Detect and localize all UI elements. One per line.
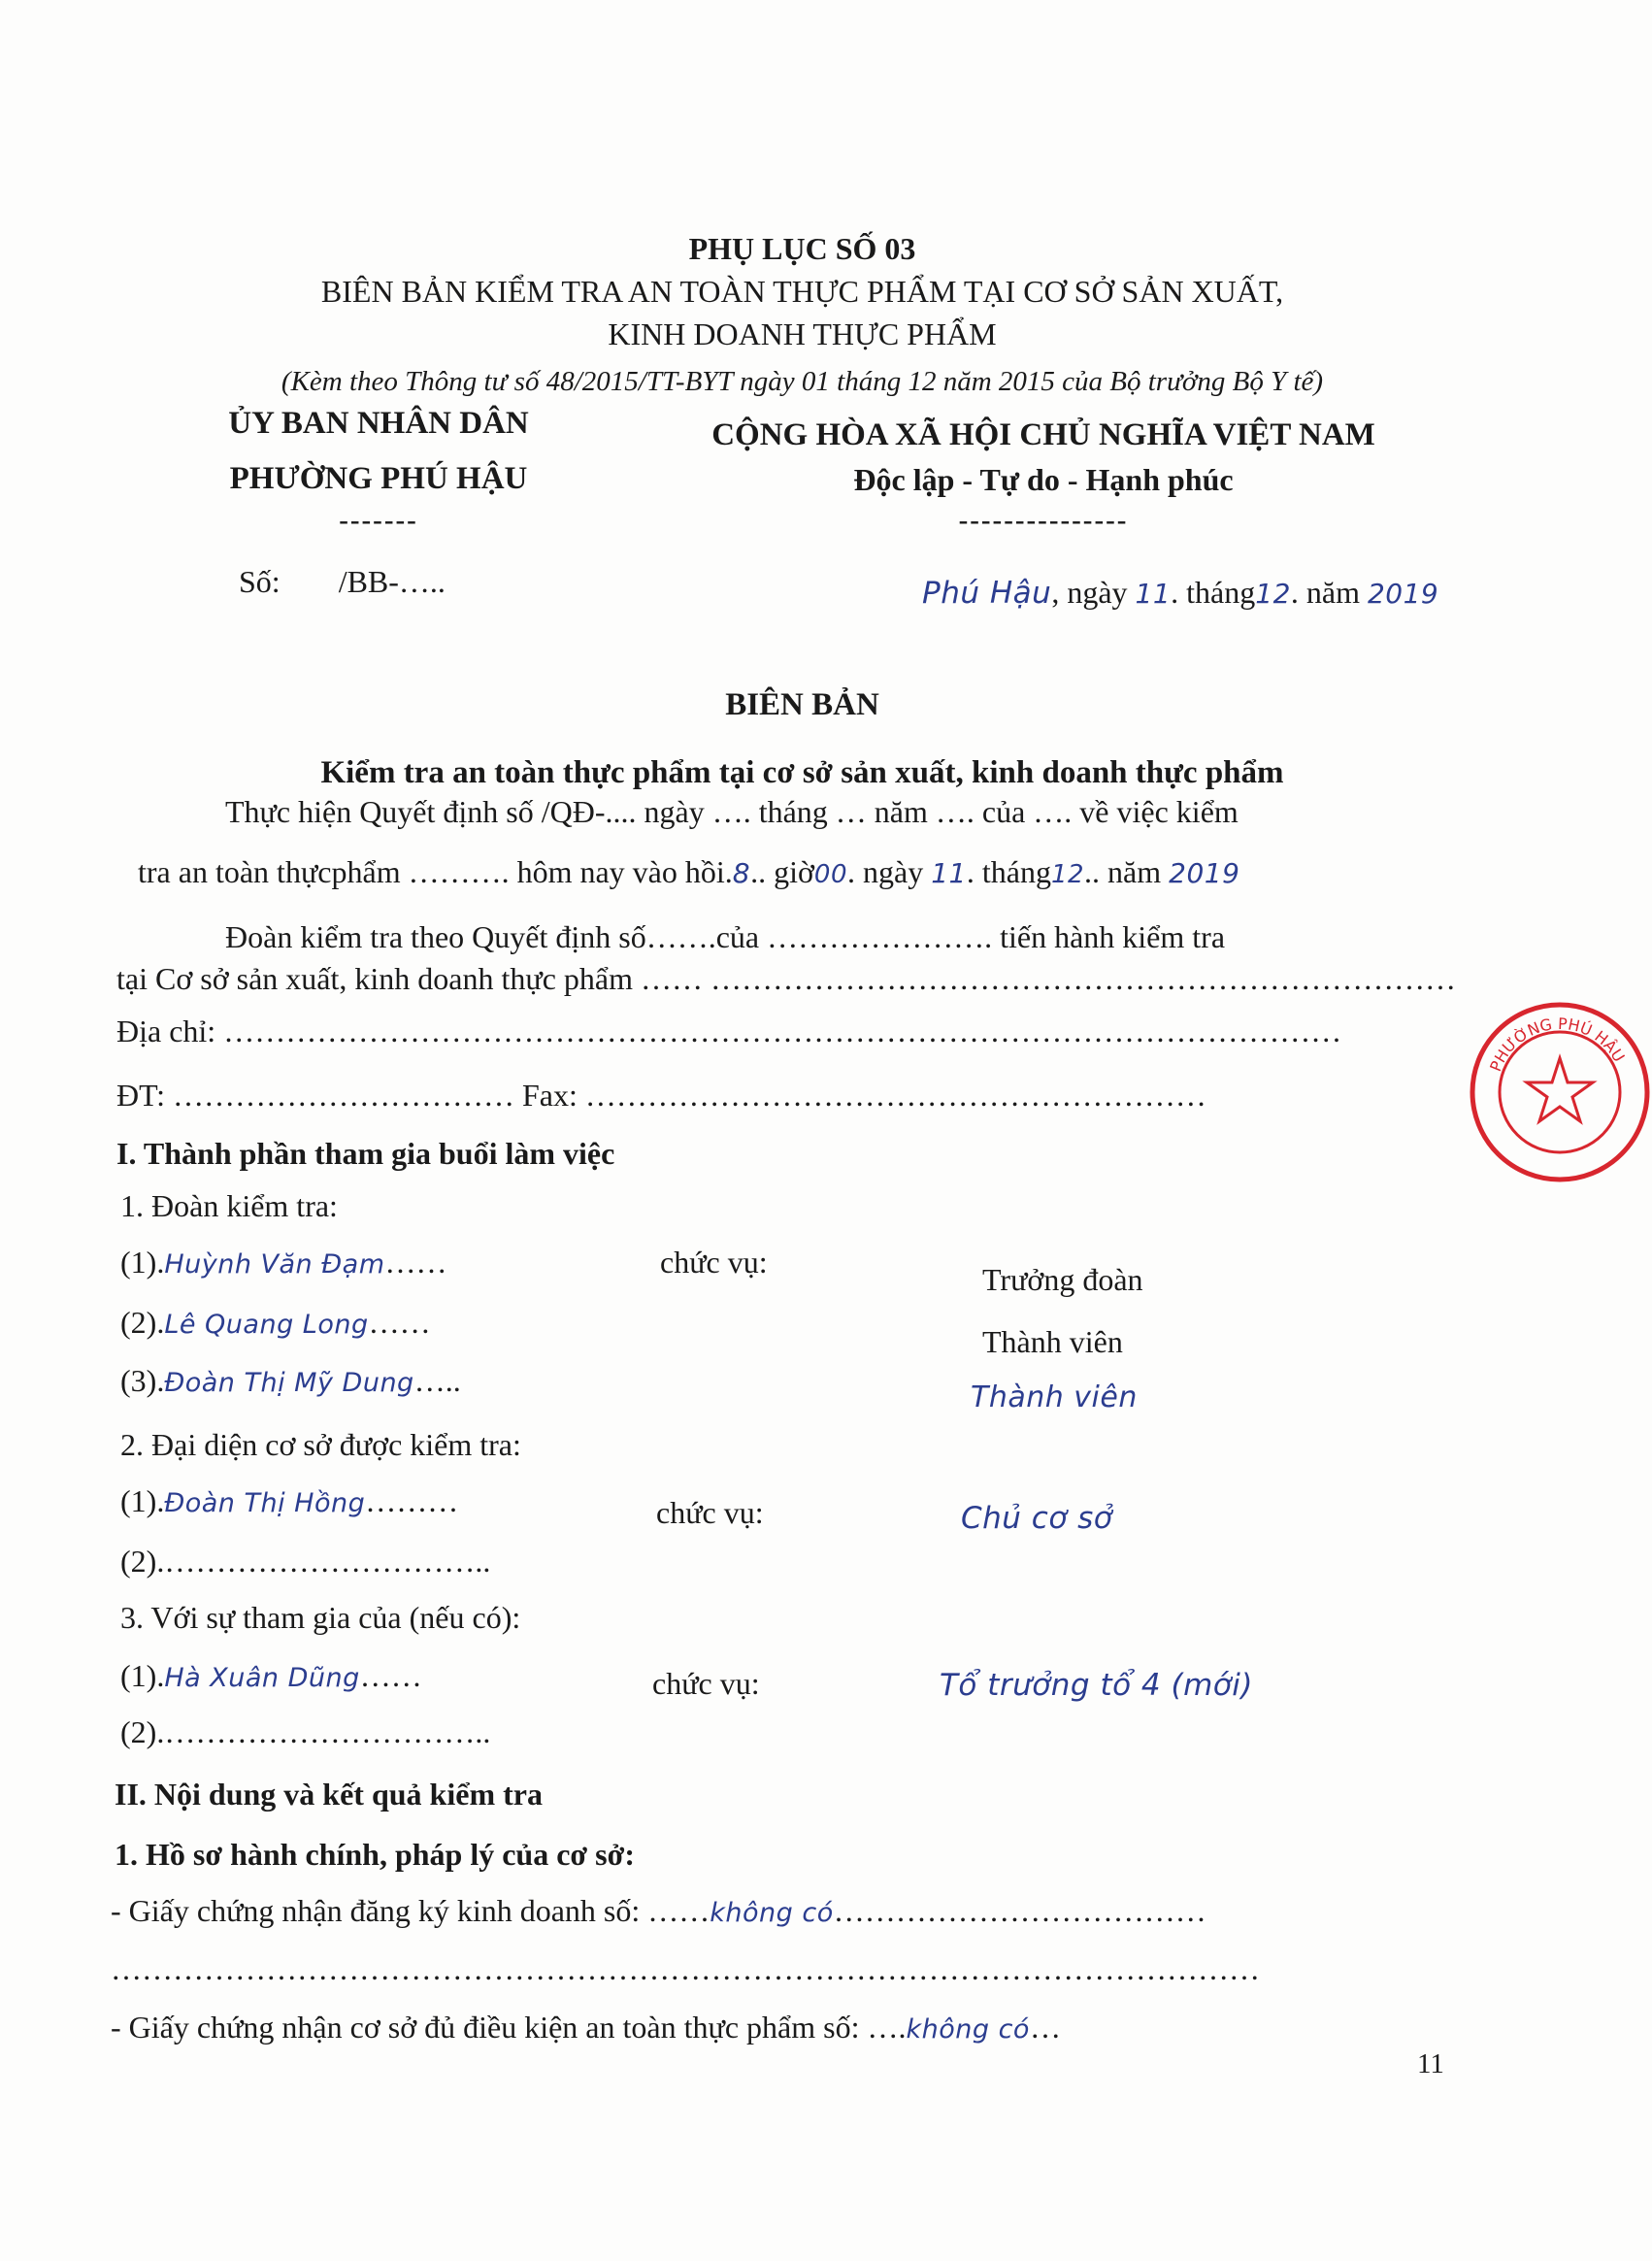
date-day-label: , ngày xyxy=(1051,575,1136,610)
rep-dots: ……… xyxy=(365,1483,459,1518)
document-title: BIÊN BẢN xyxy=(725,687,879,722)
title-line2: KINH DOANH THỰC PHẨM xyxy=(608,316,997,351)
member-name-handwritten: Lê Quang Long xyxy=(164,1310,369,1340)
title-line1: BIÊN BẢN KIỂM TRA AN TOÀN THỰC PHẨM TẠI CƠ SỞ SẢN XUẤT, xyxy=(320,274,1284,309)
nation-motto: Độc lập - Tự do - Hạnh phúc xyxy=(853,462,1234,497)
team-member-3 xyxy=(120,1363,461,1399)
seal-text: PHƯỜNG PHÚ HẬU xyxy=(1486,1014,1629,1075)
number-label: Số: xyxy=(239,564,281,599)
other-label: 3. Với sự tham gia của (nếu có): xyxy=(120,1600,521,1635)
section1-heading: I. Thành phần tham gia buổi làm việc xyxy=(116,1136,615,1171)
other-role-handwritten: Tổ trưởng tổ 4 (mới) xyxy=(940,1668,1253,1703)
org-divider: ------- xyxy=(339,505,418,536)
food-safety-cert-label: - Giấy chứng nhận cơ sở đủ điều kiện an toàn thực phẩm số: …. xyxy=(111,2010,907,2045)
other-name-handwritten: Hà Xuân Dũng xyxy=(164,1663,360,1693)
org-line1: ỦY BAN NHÂN DÂN xyxy=(228,406,529,441)
intro-line2-d: . tháng xyxy=(966,854,1051,889)
member-index: (1). xyxy=(120,1245,165,1280)
other-1 xyxy=(120,1658,422,1694)
member-role: Thành viên xyxy=(982,1324,1123,1359)
member-role-handwritten: Thành viên xyxy=(971,1380,1138,1414)
address-line: Địa chỉ: ……………………………………………………………………………………………… xyxy=(116,1014,1342,1048)
role-label: chức vụ: xyxy=(656,1495,764,1530)
blank-dots-line: ………………………………………………………………………………………………… xyxy=(111,1951,1260,1986)
business-registration-handwritten: không có xyxy=(710,1898,834,1928)
role-label: chức vụ: xyxy=(652,1666,760,1701)
member-index: (3). xyxy=(120,1363,165,1398)
minute-handwritten: 00 xyxy=(813,860,847,889)
rep-dots: ………………………….. xyxy=(164,1544,491,1579)
member-dots: …… xyxy=(368,1305,431,1340)
intro-line2-e: .. năm xyxy=(1084,854,1170,889)
official-seal-icon xyxy=(1468,1000,1652,1184)
date-day-handwritten: 11 xyxy=(1135,578,1172,610)
other-dots: ………………………….. xyxy=(164,1714,491,1749)
member-role: Trưởng đoàn xyxy=(982,1262,1143,1297)
member-index: (2). xyxy=(120,1305,165,1340)
inspect-day-handwritten: 11 xyxy=(931,857,967,889)
food-safety-cert-handwritten: không có xyxy=(906,2014,1030,2045)
rep-index: (1). xyxy=(120,1483,165,1518)
inspect-month-handwritten: 12 xyxy=(1050,860,1085,889)
rep-name-handwritten: Đoàn Thị Hồng xyxy=(164,1488,366,1518)
member-name-handwritten: Đoàn Thị Mỹ Dung xyxy=(164,1368,414,1398)
page-number: 11 xyxy=(1417,2048,1444,2079)
other-index: (1). xyxy=(120,1658,165,1693)
business-registration-line xyxy=(111,1893,1206,1929)
food-safety-cert-line xyxy=(111,2010,1061,2045)
role-label: chức vụ: xyxy=(660,1245,768,1280)
intro-line1: Thực hiện Quyết định số /QĐ-.... ngày …. tháng … năm …. của …. về việc kiểm xyxy=(225,794,1239,829)
intro-line2-a: tra an toàn thựcphẩm ………. hôm nay vào hồi. xyxy=(138,854,733,889)
team-member-1 xyxy=(120,1245,447,1280)
document-number xyxy=(239,564,446,600)
business-registration-dots: ……………………………… xyxy=(833,1893,1206,1928)
place-date-line xyxy=(922,575,1438,611)
hour-handwritten: 8 xyxy=(732,857,751,889)
rep-role-handwritten: Chủ cơ sở xyxy=(961,1501,1113,1536)
intro-line2-b: .. giờ xyxy=(750,854,814,889)
rep-index: (2). xyxy=(120,1544,165,1579)
nation-divider: --------------- xyxy=(958,505,1129,536)
other-2 xyxy=(120,1714,490,1750)
date-year-label: . năm xyxy=(1290,575,1368,610)
intro-line3: Đoàn kiểm tra theo Quyết định số…….của …………………. tiến hành kiểm tra xyxy=(225,919,1226,954)
other-index: (2). xyxy=(120,1714,165,1749)
business-registration-label: - Giấy chứng nhận đăng ký kinh doanh số: …… xyxy=(111,1893,710,1928)
member-dots: ….. xyxy=(413,1363,461,1398)
place-handwritten: Phú Hậu xyxy=(922,576,1052,611)
team-label: 1. Đoàn kiểm tra: xyxy=(120,1188,338,1223)
intro-line2-c: . ngày xyxy=(847,854,932,889)
member-name-handwritten: Huỳnh Văn Đạm xyxy=(164,1249,385,1280)
section2-sub1: 1. Hồ sơ hành chính, pháp lý của cơ sở: xyxy=(115,1837,635,1872)
org-line2: PHƯỜNG PHÚ HẬU xyxy=(229,461,528,496)
team-member-2 xyxy=(120,1305,431,1341)
nation-name: CỘNG HÒA XÃ HỘI CHỦ NGHĨA VIỆT NAM xyxy=(711,417,1375,452)
member-dots: …… xyxy=(384,1245,447,1280)
number-value: /BB-….. xyxy=(338,564,446,599)
rep-label: 2. Đại diện cơ sở được kiểm tra: xyxy=(120,1427,521,1462)
rep-2 xyxy=(120,1544,490,1579)
date-month-label: . tháng xyxy=(1171,575,1256,610)
regulation-reference: (Kèm theo Thông tư số 48/2015/TT-BYT ngày 01 tháng 12 năm 2015 của Bộ trưởng Bộ Y tế) xyxy=(281,366,1324,397)
appendix-label: PHỤ LỤC SỐ 03 xyxy=(688,231,916,266)
intro-line4: tại Cơ sở sản xuất, kinh doanh thực phẩm …… ……………………………………………………………… xyxy=(116,961,1456,996)
phone-fax-line: ĐT: …………………………… Fax: …………………………………………………… xyxy=(116,1078,1206,1113)
inspect-year-handwritten: 2019 xyxy=(1169,857,1240,889)
food-safety-cert-dots: … xyxy=(1029,2010,1061,2045)
rep-1 xyxy=(120,1483,458,1519)
intro-line2 xyxy=(138,854,1239,890)
date-month-handwritten: 12 xyxy=(1255,578,1291,610)
section2-heading: II. Nội dung và kết quả kiểm tra xyxy=(115,1777,543,1812)
other-dots: …… xyxy=(359,1658,422,1693)
document-subtitle: Kiểm tra an toàn thực phẩm tại cơ sở sản xuất, kinh doanh thực phẩm xyxy=(320,755,1284,790)
date-year-handwritten: 2019 xyxy=(1367,578,1439,610)
